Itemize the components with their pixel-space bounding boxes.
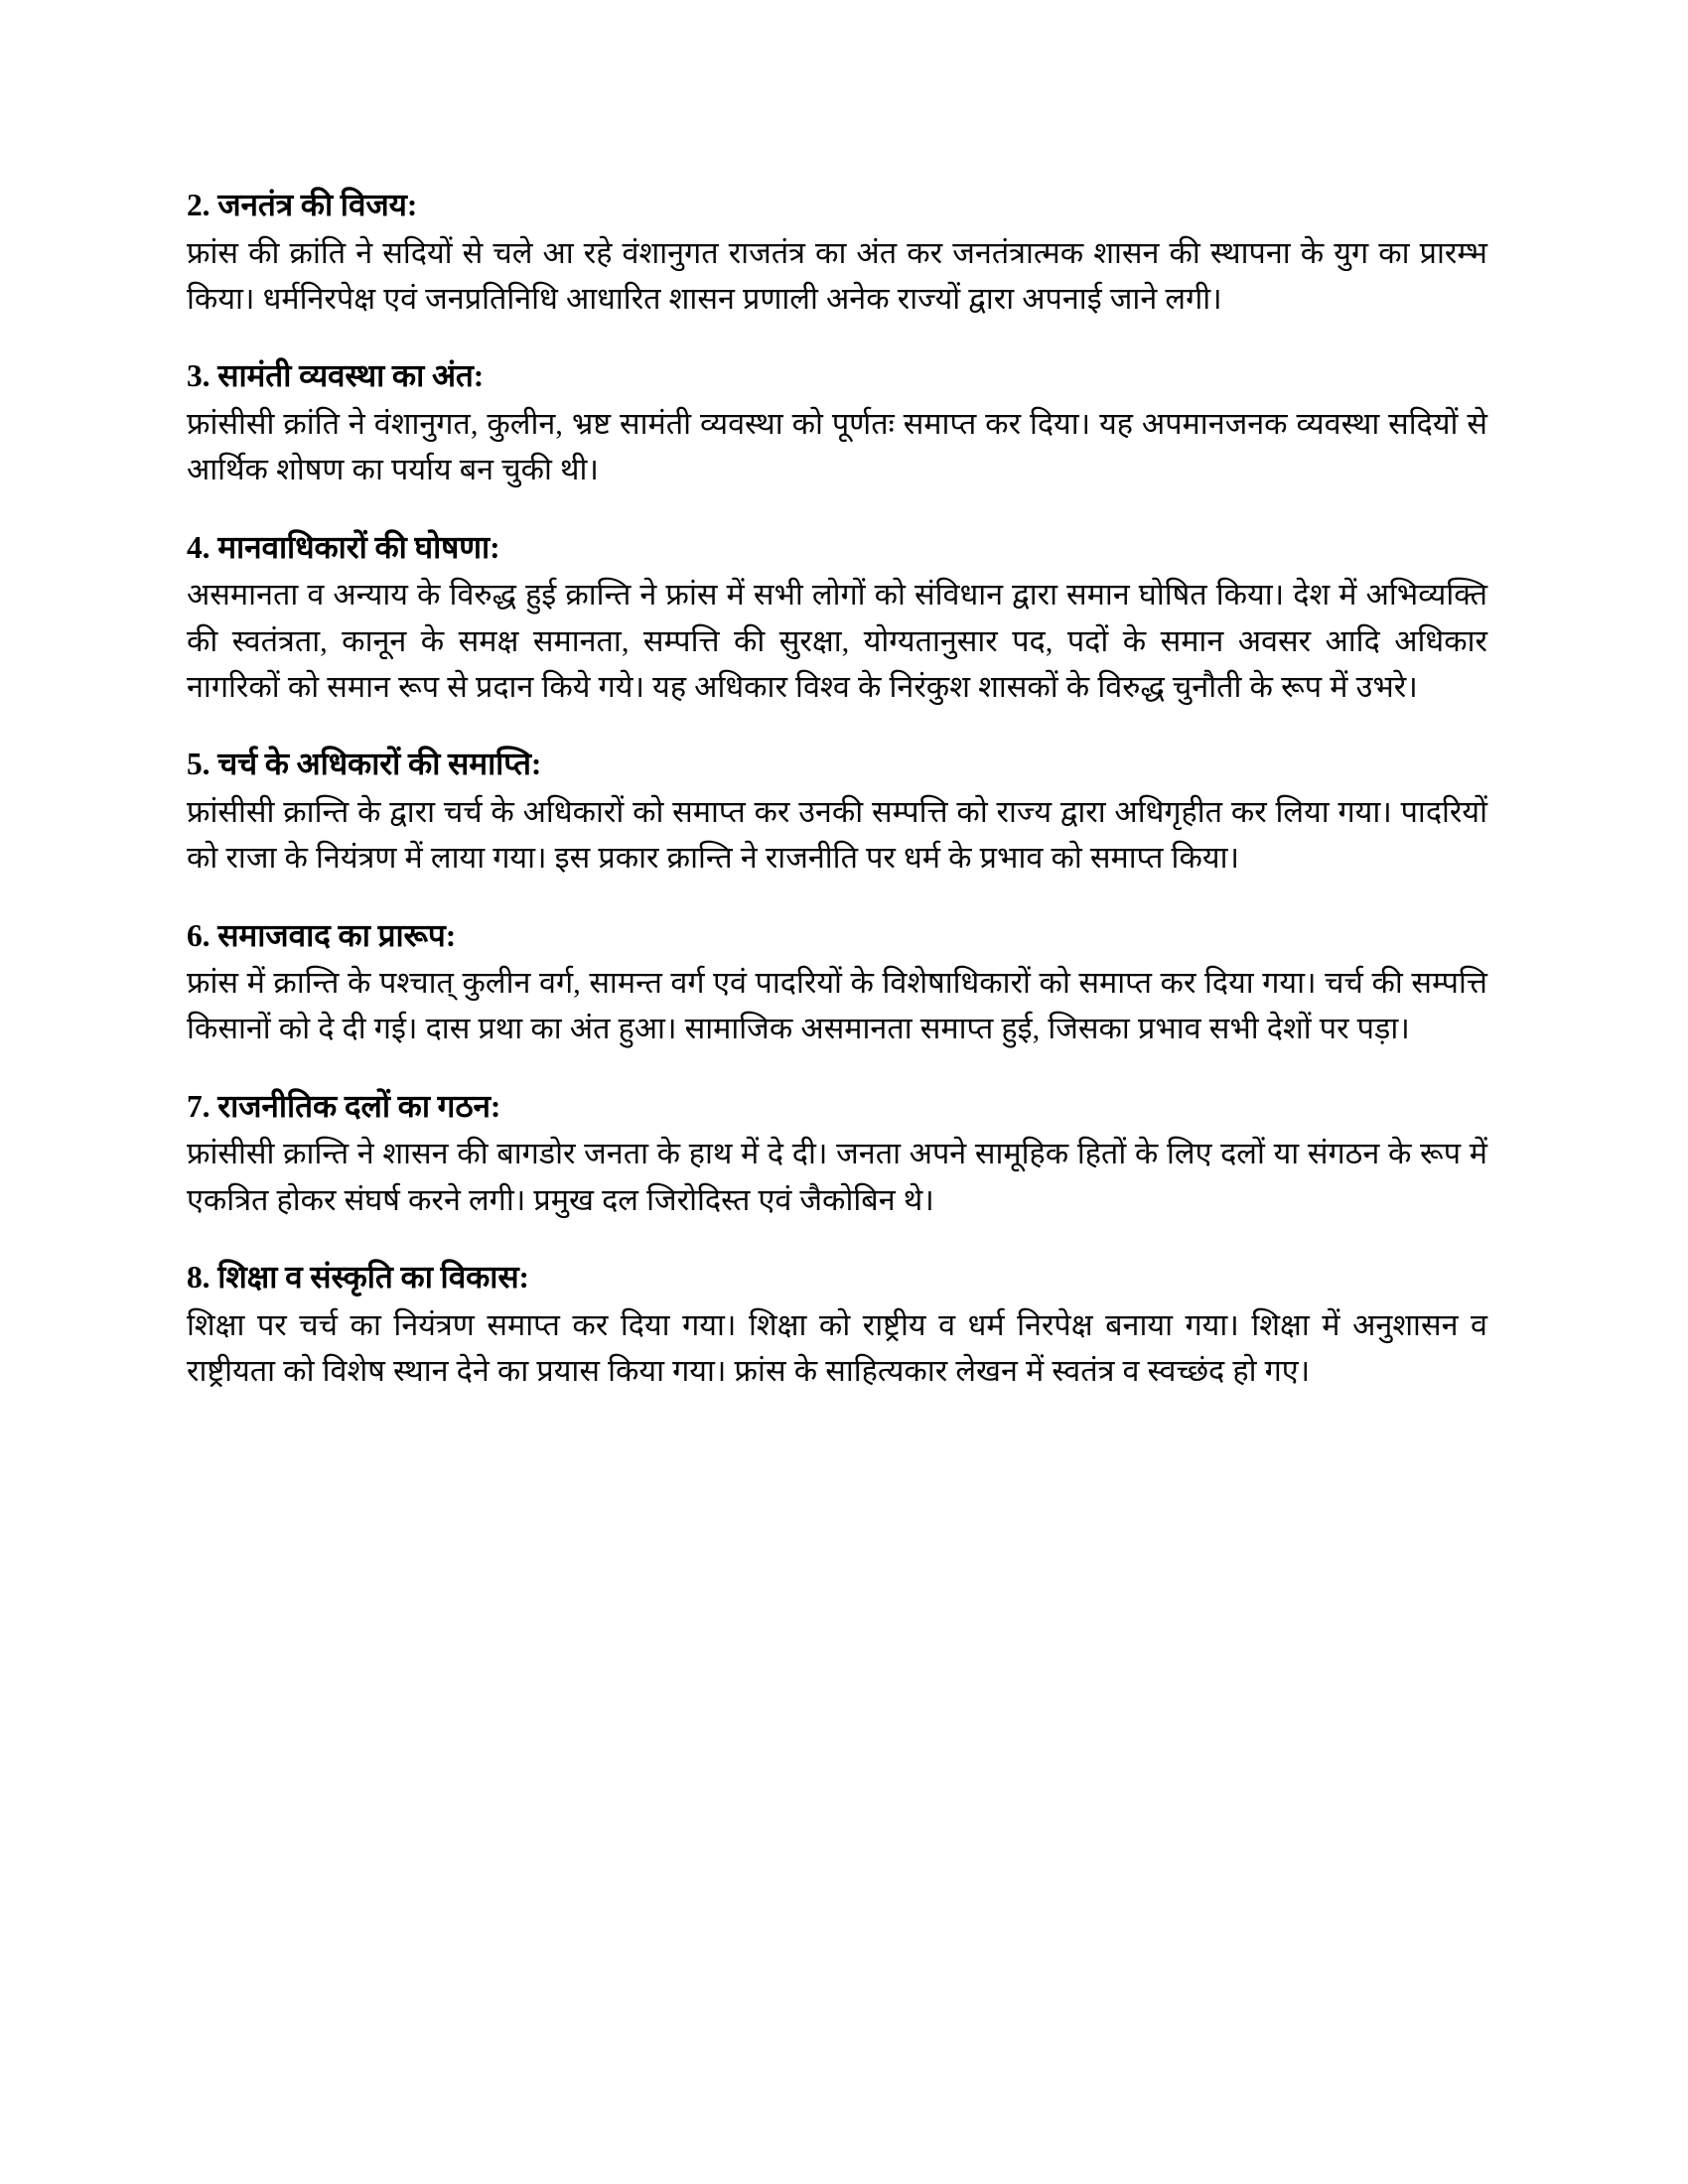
section-2 — [187, 185, 1487, 322]
section-8 — [187, 1257, 1487, 1394]
section-4 — [187, 527, 1487, 711]
section-body-2: फ्रांस की क्रांति ने सदियों से चले आ रहे वंशानुगत राजतंत्र का अंत कर जनतंत्रात्मक शासन की स्थापना के युग का प्रारम्भ किया। धर्मनिरपेक्ष एवं जनप्रतिनिधि आधारित शासन प्रणाली अनेक राज्यों द्वारा अपनाई जाने लगी। — [187, 235, 1487, 316]
section-body-3: फ्रांसीसी क्रांति ने वंशानुगत, कुलीन, भ्रष्ट सामंती व्यवस्था को पूर्णतः समाप्त कर दिया। यह अपमानजनक व्यवस्था सदियों से आर्थिक शोषण का पर्याय बन चुकी थी। — [187, 406, 1487, 487]
section-heading-8: 8. शिक्षा व संस्कृति का विकास: — [187, 1260, 529, 1296]
section-body-7: फ्रांसीसी क्रान्ति ने शासन की बागडोर जनता के हाथ में दे दी। जनता अपने सामूहिक हितों के लिए दलों या संगठन के रूप में एकत्रित होकर संघर्ष करने लगी। प्रमुख दल जिरोदिस्त एवं जैकोबिन थे। — [187, 1137, 1487, 1217]
section-body-6: फ्रांस में क्रान्ति के पश्चात् कुलीन वर्ग, सामन्त वर्ग एवं पादरियों के विशेषाधिकारों को समाप्त कर दिया गया। चर्च की सम्पत्ति किसानों को दे दी गई। दास प्रथा का अंत हुआ। सामाजिक असमानता समाप्त हुई, जिसका प्रभाव सभी देशों पर पड़ा। — [187, 966, 1487, 1046]
section-heading-2: 2. जनतंत्र की विजय: — [187, 188, 418, 222]
section-7 — [187, 1086, 1487, 1223]
section-5 — [187, 744, 1487, 881]
section-heading-6: 6. समाजवाद का प्रारूप: — [187, 917, 457, 953]
section-3 — [187, 355, 1487, 492]
section-6 — [187, 915, 1487, 1052]
document-content — [187, 185, 1487, 1402]
section-heading-5: 5. चर्च के अधिकारों की समाप्ति: — [187, 747, 542, 782]
section-heading-3: 3. सामंती व्यवस्था का अंत: — [187, 358, 485, 394]
section-heading-7: 7. राजनीतिक दलों का गठन: — [187, 1088, 501, 1124]
section-body-8: शिक्षा पर चर्च का नियंत्रण समाप्त कर दिया गया। शिक्षा को राष्ट्रीय व धर्म निरपेक्ष बनाया गया। शिक्षा में अनुशासन व राष्ट्रीयता को विशेष स्थान देने का प्रयास किया गया। फ्रांस के साहित्यकार लेखन में स्वतंत्र व स्वच्छंद हो गए। — [187, 1307, 1487, 1389]
section-body-4: असमानता व अन्याय के विरुद्ध हुई क्रान्ति ने फ्रांस में सभी लोगों को संविधान द्वारा समान घोषित किया। देश में अभिव्यक्ति की स्वतंत्रता, कानून के समक्ष समानता, सम्पत्ति की सुरक्षा, योग्यतानुसार पद, पदों के समान अवसर आदि अधिकार नागरिकों को समान रूप से प्रदान किये गये। यह अधिकार विश्व के निरंकुश शासकों के विरुद्ध चुनौती के रूप में उभरे। — [187, 578, 1487, 704]
section-body-5: फ्रांसीसी क्रान्ति के द्वारा चर्च के अधिकारों को समाप्त कर उनकी सम्पत्ति को राज्य द्वारा अधिगृहीत कर लिया गया। पादरियों को राजा के नियंत्रण में लाया गया। इस प्रकार क्रान्ति ने राजनीति पर धर्म के प्रभाव को समाप्त किया। — [187, 794, 1487, 876]
section-heading-4: 4. मानवाधिकारों की घोषणा: — [187, 529, 500, 565]
